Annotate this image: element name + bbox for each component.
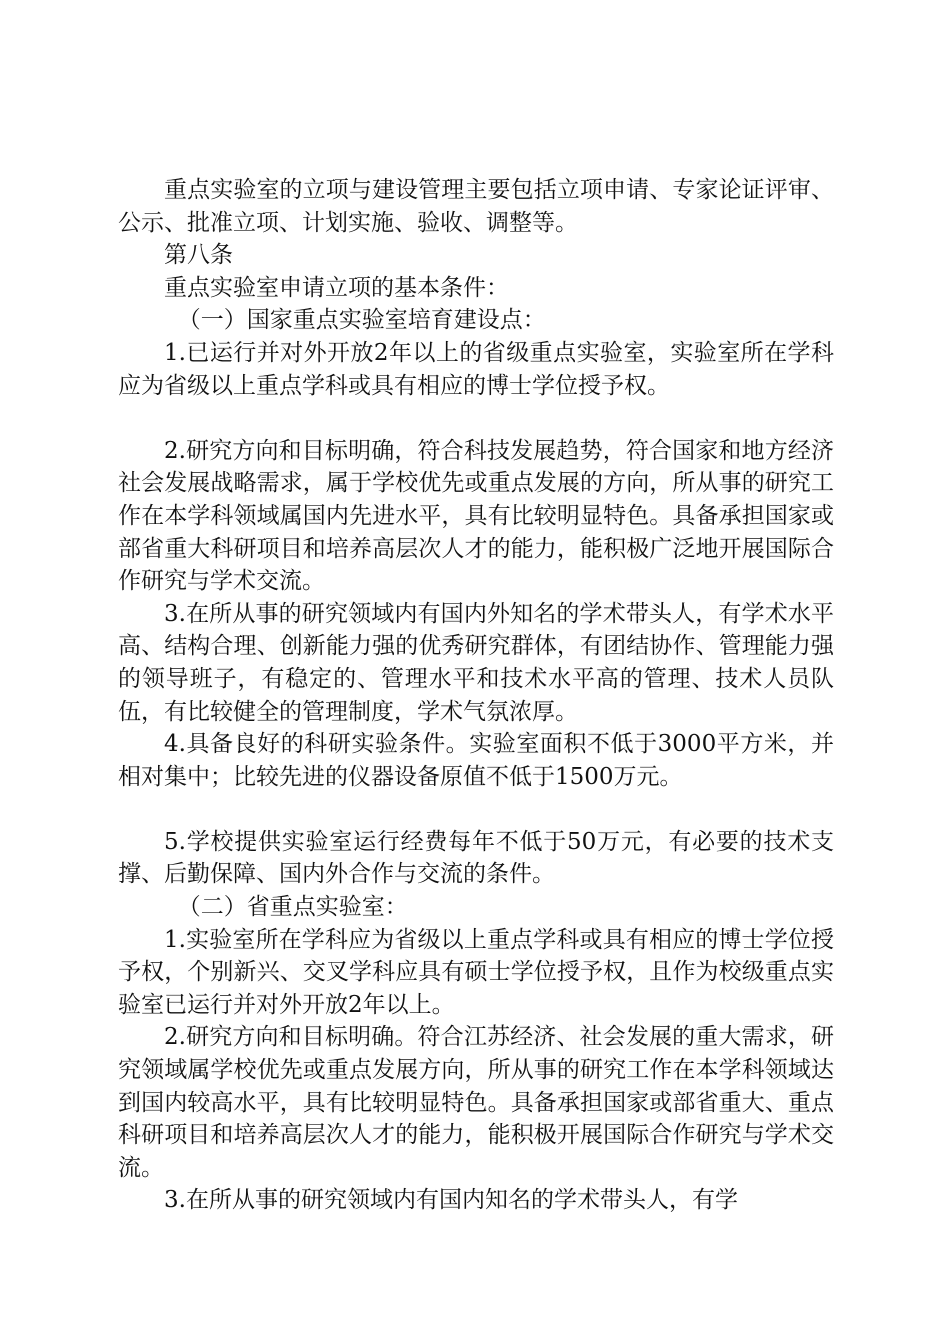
list-item-national-2: 2.研究方向和目标明确，符合科技发展趋势，符合国家和地方经济社会发展战略需求，属于学校优先或重点发展的方向，所从事的研究工作在本学科领域属国内先进水平，具有比较明显特色。具备承担国家或部省重大科研项目和培养高层次人才的能力，能积极广泛地开展国际合作研究与学术交流。 xyxy=(118,437,834,595)
list-item-national-5: 5.学校提供实验室运行经费每年不低于50万元，有必要的技术支撑、后勤保障、国内外合作与交流的条件。 xyxy=(118,828,834,888)
list-item-provincial-3: 3.在所从事的研究领域内有国内知名的学术带头人，有学 xyxy=(164,1187,738,1214)
section-heading-national: （一）国家重点实验室培育建设点： xyxy=(177,307,546,334)
list-item-provincial-1: 1.实验室所在学科应为省级以上重点学科或具有相应的博士学位授予权，个别新兴、交叉学科应具有硕士学位授予权，且作为校级重点实验室已运行并对外开放2年以上。 xyxy=(118,926,834,1018)
list-item-provincial-2: 2.研究方向和目标明确。符合江苏经济、社会发展的重大需求，研究领域属学校优先或重点发展方向，所从事的研究工作在本学科领域达到国内较高水平，具有比较明显特色。具备承担国家或部省重大、重点科研项目和培养高层次人才的能力，能积极开展国际合作研究与学术交流。 xyxy=(118,1024,834,1181)
list-item-national-1: 1.已运行并对外开放2年以上的省级重点实验室，实验室所在学科应为省级以上重点学科或具有相应的博士学位授予权。 xyxy=(118,339,834,399)
list-item-national-3: 3.在所从事的研究领域内有国内外知名的学术带头人，有学术水平高、结构合理、创新能力强的优秀研究群体，有团结协作、管理能力强的领导班子，有稳定的、管理水平和技术水平高的管理、技术人员队伍，有比较健全的管理制度，学术气氛浓厚。 xyxy=(118,600,834,725)
article-heading: 第八条 xyxy=(164,242,233,269)
section-heading-provincial: （二）省重点实验室： xyxy=(177,894,408,921)
document-body xyxy=(118,174,834,1217)
paragraph-conditions-title: 重点实验室申请立项的基本条件： xyxy=(164,274,509,301)
list-item-national-4: 4.具备良好的科研实验条件。实验室面积不低于3000平方米，并相对集中；比较先进的仪器设备原值不低于1500万元。 xyxy=(118,731,834,790)
paragraph-intro: 重点实验室的立项与建设管理主要包括立项申请、专家论证评审、公示、批准立项、计划实施、验收、调整等。 xyxy=(118,177,834,236)
